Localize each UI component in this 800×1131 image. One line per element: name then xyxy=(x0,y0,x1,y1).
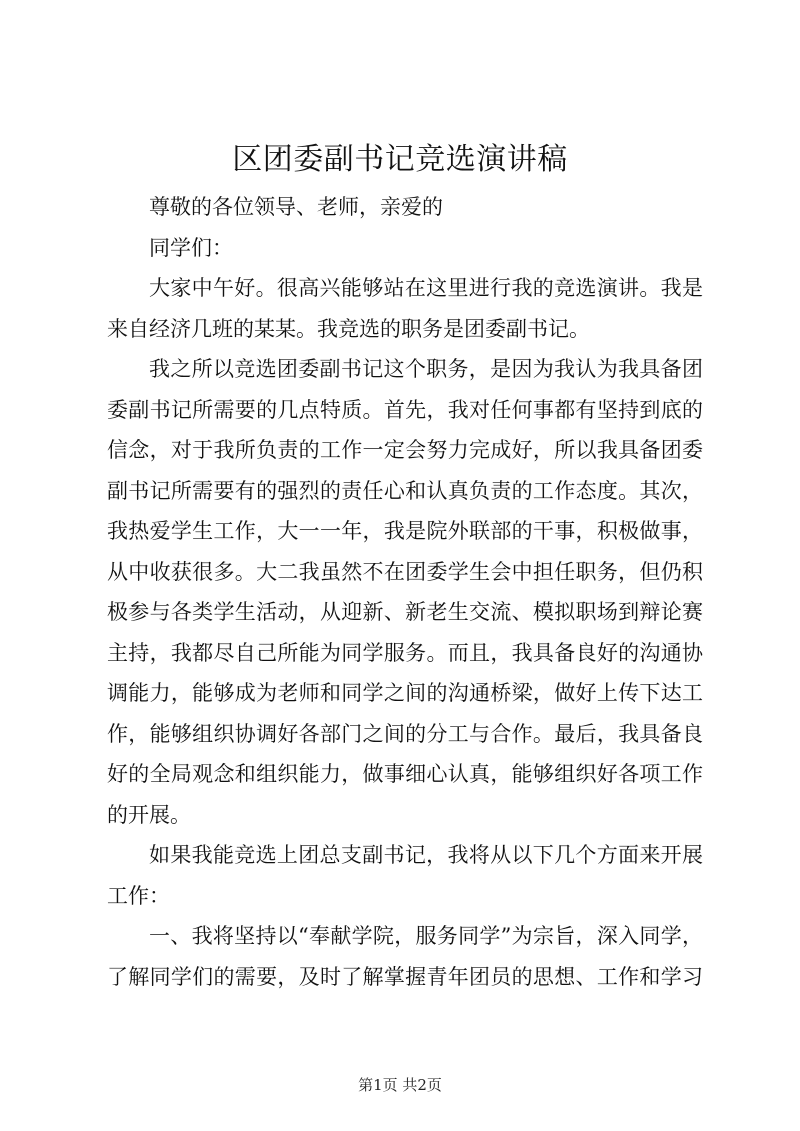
text-line: 作，能够组织协调好各部门之间的分工与合作。最后，我具备良 xyxy=(107,721,703,746)
page-footer: 第1页 共2页 xyxy=(358,1076,442,1094)
paragraph-plan-intro xyxy=(107,835,703,916)
text-line: 从中收获很多。大二我虽然不在团委学生会中担任职务，但仍积 xyxy=(107,559,703,584)
text-line: 极参与各类学生活动，从迎新、新老生交流、模拟职场到辩论赛 xyxy=(107,600,703,624)
text-line: 主持，我都尽自己所能为同学服务。而且，我具备良好的沟通协 xyxy=(107,640,703,665)
text-line: 信念，对于我所负责的工作一定会努力完成好，所以我具备团委 xyxy=(107,438,703,462)
text-line: 同学们： xyxy=(149,235,233,260)
paragraph-salutation xyxy=(107,187,703,228)
text-line: 来自经济几班的某某。我竞选的职务是团委副书记。 xyxy=(107,316,590,341)
text-line: 我之所以竞选团委副书记这个职务，是因为我认为我具备团 xyxy=(149,357,703,381)
text-line: 尊敬的各位领导、老师，亲爱的 xyxy=(149,195,443,219)
paragraph-qualifications xyxy=(107,349,703,835)
text-line: 工作： xyxy=(107,883,170,908)
text-line: 了解同学们的需要，及时了解掌握青年团员的思想、工作和学习 xyxy=(107,964,703,989)
text-line: 大家中午好。很高兴能够站在这里进行我的竞选演讲。我是 xyxy=(149,276,703,300)
document-body xyxy=(107,187,703,997)
text-line: 我热爱学生工作，大一一年，我是院外联部的干事，积极做事， xyxy=(107,519,703,543)
paragraph-greeting xyxy=(107,268,703,349)
document-title: 区团委副书记竞选演讲稿 xyxy=(232,142,568,177)
paragraph-salutation-continued xyxy=(107,228,703,269)
text-line: 如果我能竞选上团总支副书记，我将从以下几个方面来开展 xyxy=(149,843,703,867)
text-line: 委副书记所需要的几点特质。首先，我对任何事都有坚持到底的 xyxy=(107,397,703,422)
text-line: 副书记所需要有的强烈的责任心和认真负责的工作态度。其次， xyxy=(107,478,703,503)
text-line: 调能力，能够成为老师和同学之间的沟通桥梁，做好上传下达工 xyxy=(107,681,703,705)
text-line: 一、我将坚持以“奉献学院，服务同学”为宗旨，深入同学， xyxy=(149,924,703,948)
text-line: 的开展。 xyxy=(107,802,191,827)
paragraph-plan-item-1 xyxy=(107,916,703,997)
text-line: 好的全局观念和组织能力，做事细心认真，能够组织好各项工作 xyxy=(107,762,703,786)
